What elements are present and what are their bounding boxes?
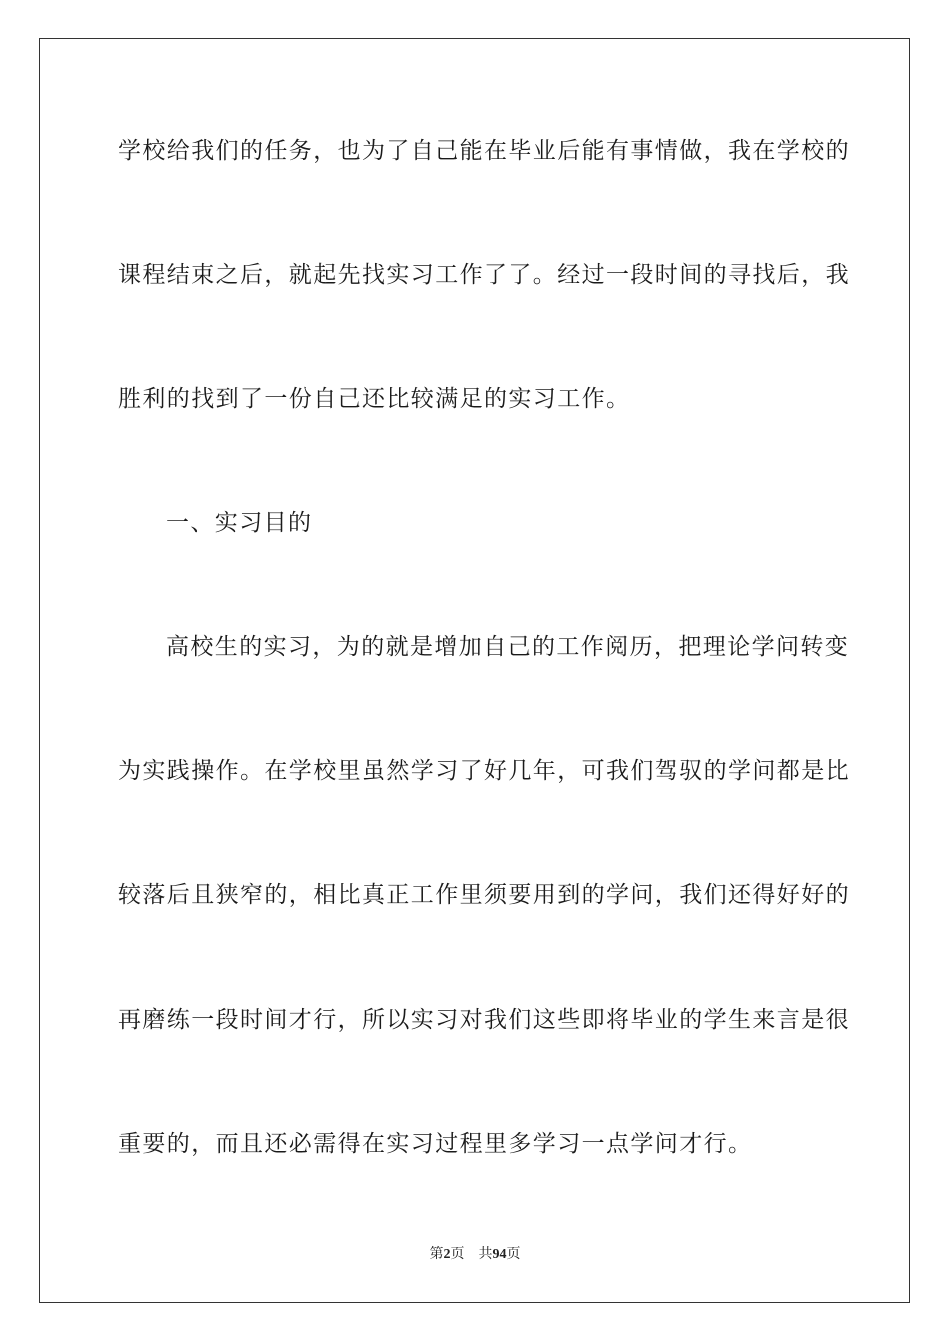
page-number: 2	[443, 1247, 451, 1262]
page-prefix: 第	[429, 1247, 444, 1262]
page-suffix: 页	[450, 1247, 465, 1262]
body-line-5: 高校生的实习，为的就是增加自己的工作阅历，把理论学问转变	[166, 634, 850, 660]
body-line-9: 重要的，而且还必需得在实习过程里多学习一点学问才行。	[118, 1131, 753, 1157]
total-suffix: 页	[506, 1247, 521, 1262]
body-line-7: 较落后且狭窄的，相比真正工作里须要用到的学问，我们还得好好的	[118, 882, 850, 908]
body-line-8: 再磨练一段时间才行，所以实习对我们这些即将毕业的学生来言是很	[118, 1007, 850, 1033]
section-heading: 一、实习目的	[166, 510, 313, 536]
page-border	[39, 38, 910, 1303]
body-line-2: 课程结束之后，就起先找实习工作了了。经过一段时间的寻找后，我	[118, 262, 850, 288]
total-prefix: 共	[478, 1247, 493, 1262]
body-line-3: 胜利的找到了一份自己还比较满足的实习工作。	[118, 386, 631, 412]
body-line-6: 为实践操作。在学校里虽然学习了好几年，可我们驾驭的学问都是比	[118, 758, 850, 784]
body-line-1: 学校给我们的任务，也为了自己能在毕业后能有事情做，我在学校的	[118, 138, 850, 164]
total-pages: 94	[492, 1247, 507, 1262]
page-footer	[0, 1246, 950, 1264]
